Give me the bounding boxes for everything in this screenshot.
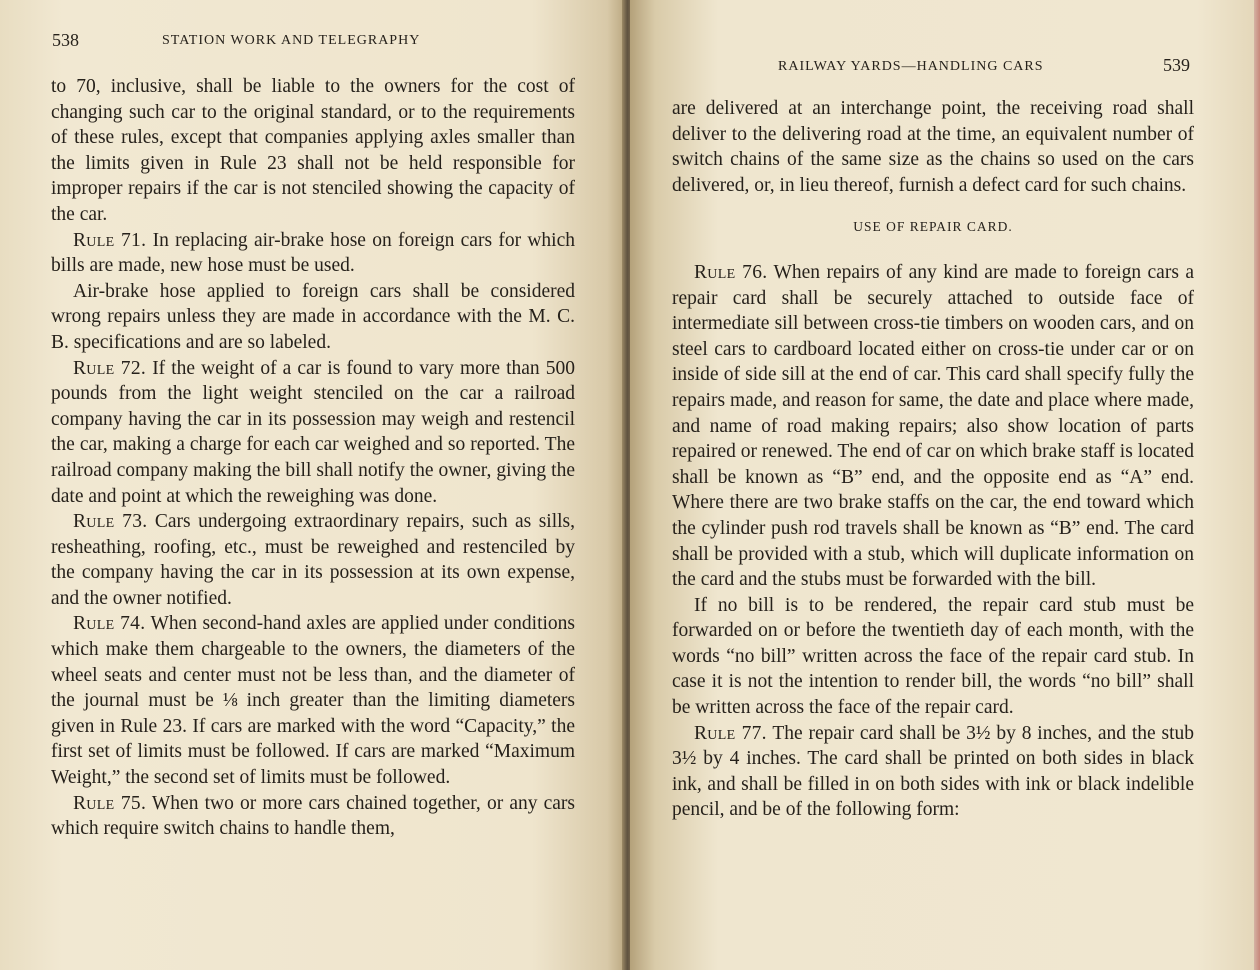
right-body-text — [672, 96, 1194, 823]
rule-paragraph: Rule 74. When second-hand axles are applied under conditions which make them chargeable to the owners, the diameters of the wheel seats and center must not be less than, and the diameter of the journal must be ⅛ inch greater than the limiting diameters given in Rule 23. If cars are marked with the word “Capacity,” the first set of limits must be followed. If cars are marked “Maximum Weight,” the second set of limits must be followed. — [51, 613, 575, 789]
paragraph: Air-brake hose applied to foreign cars shall be considered wrong repairs unless they are made in accordance with the M. C. B. specifications and are so labeled. — [51, 280, 575, 353]
page-number-left: 538 — [52, 30, 79, 50]
rule-paragraph: Rule 75. When two or more cars chained together, or any cars which require switch chains to handle them, — [51, 792, 575, 840]
right-page — [630, 0, 1260, 970]
section-subheading: USE OF REPAIR CARD. — [853, 219, 1013, 235]
rule-paragraph: Rule 76. When repairs of any kind are made to foreign cars a repair card shall be securely attached to outside face of intermediate sill between cross-tie timbers on wooden cars, and on steel cars to cardboard located either on cross-tie under car or on inside of side sill at the end of car. This card shall specify fully the repairs made, and reason for same, the date and place where made, and name of road making repairs; also show location of parts repaired or renewed. The end of car on which brake staff is located shall be known as “B” end, and the opposite end as “A” end. Where there are two brake staffs on the car, the end toward which the cylinder push rod travels shall be known as “B” end. The card shall be provided with a stub, which will duplicate information on the card and the stubs must be forwarded with the bill. — [672, 261, 1194, 591]
left-body-text — [51, 74, 575, 842]
rule-paragraph: Rule 72. If the weight of a car is found to vary more than 500 pounds from the light weight stenciled on the car a railroad company having the car in its possession may weigh and restencil the car, making a charge for each car weighed and so reported. The railroad company making the bill shall notify the owner, giving the date and point at which the reweighing was done. — [51, 357, 576, 507]
running-head-right: RAILWAY YARDS—HANDLING CARS — [778, 59, 1044, 74]
paragraph: to 70, inclusive, shall be liable to the owners for the cost of changing such car to the original standard, or to the requirements of these rules, except that companies applying axles smaller than the limits given in Rule 23 shall not be held responsible for improper repairs if the car is not stenciled showing the capacity of the car. — [51, 76, 575, 225]
rule-paragraph: Rule 77. The repair card shall be 3½ by 8 inches, and the stub 3½ by 4 inches. The card shall be printed on both sides in black ink, and shall be filled in on both sides with ink or black indelible pencil, and be of the following form: — [672, 722, 1194, 821]
rule-label: Rule 71. — [73, 229, 147, 251]
rule-label: Rule 77. — [694, 722, 767, 744]
running-head-left: STATION WORK AND TELEGRAPHY — [162, 33, 421, 48]
page-number-right: 539 — [1163, 55, 1190, 75]
continuation-paragraph: are delivered at an interchange point, the receiving road shall deliver to the delivering road at the time, an equivalent number of switch chains of the same size as the chains so used on the cars delivered, or, in lieu thereof, furnish a defect card for such chains. — [672, 98, 1194, 196]
rule-label: Rule 72. — [73, 357, 147, 379]
rule-paragraph: Rule 73. Cars undergoing extraordinary repairs, such as sills, resheathing, roofing, etc., must be reweighed and restenciled by the company having the car in its possession at its own expense, and the owner notified. — [51, 511, 575, 609]
rule-paragraph: Rule 71. In replacing air-brake hose on foreign cars for which bills are made, new hose must be used. — [51, 229, 576, 277]
rule-label: Rule 74. — [73, 613, 146, 635]
page-edge — [1254, 0, 1260, 970]
rule-label: Rule 76. — [694, 261, 768, 283]
rule-label: Rule 73. — [73, 511, 148, 533]
rule-label: Rule 75. — [73, 792, 147, 814]
paragraph: If no bill is to be rendered, the repair card stub must be forwarded on or before the twentieth day of each month, with the words “no bill” written across the face of the repair card stub. In case it is not the intention to render bill, the words “no bill” shall be written across the face of the repair card. — [672, 594, 1194, 719]
left-page — [0, 0, 626, 970]
